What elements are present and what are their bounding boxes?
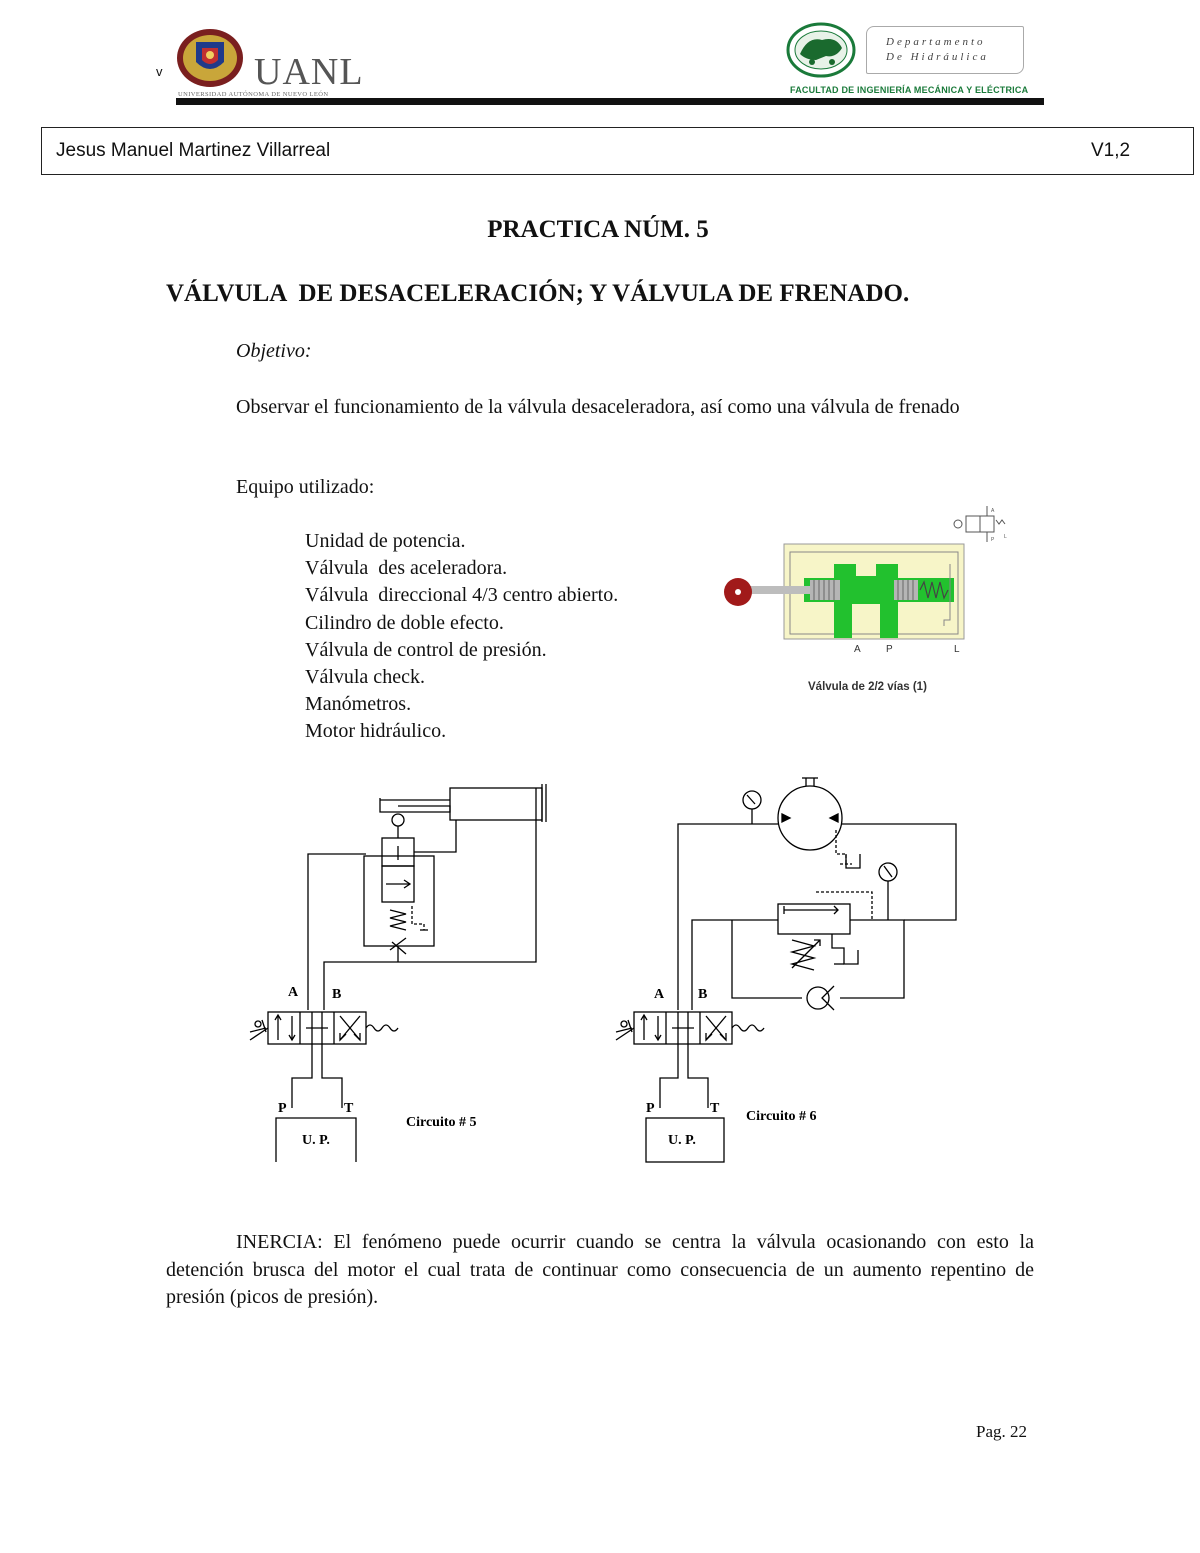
c5-port-a: A: [288, 985, 299, 1000]
c5-unit: U. P.: [302, 1133, 330, 1148]
practica-title: PRACTICA NÚM. 5: [487, 216, 709, 243]
page-number: Pag. 22: [976, 1422, 1027, 1441]
equipment-label: Equipo utilizado:: [236, 476, 375, 498]
c6-port-t: T: [710, 1101, 720, 1116]
symbol-port-p: P: [991, 537, 995, 543]
author-name: Jesus Manuel Martinez Villarreal: [56, 140, 331, 161]
c6-port-p: P: [646, 1101, 655, 1116]
valve-symbol-icon: [954, 506, 1007, 543]
list-item: Motor hidráulico.: [305, 720, 447, 743]
list-item: Manómetros.: [305, 693, 412, 716]
valve-cutaway-figure: [718, 502, 1028, 702]
uanl-subtitle: UNIVERSIDAD AUTÓNOMA DE NUEVO LEÓN: [178, 91, 329, 98]
version-label: V1,2: [1091, 140, 1131, 161]
fime-logo: [786, 22, 856, 78]
c5-label: Circuito # 5: [406, 1115, 477, 1130]
dept-box: [866, 26, 1024, 74]
c5-port-b: B: [332, 987, 342, 1002]
valve-figure-caption: Válvula de 2/2 vías (1): [808, 681, 927, 693]
uanl-seal-logo: [176, 28, 244, 88]
practica-subtitle: VÁLVULA DE DESACELERACIÓN; Y VÁLVULA DE FRENADO.: [166, 280, 910, 307]
symbol-port-l: L: [1004, 534, 1007, 540]
list-item: Válvula check.: [305, 666, 425, 689]
faculty-name: FACULTAD DE INGENIERÍA MECÁNICA Y ELÉCTRICA: [790, 85, 1029, 95]
header-rule: [176, 98, 1044, 105]
objective-label: Objetivo:: [236, 340, 312, 362]
symbol-port-a: A: [991, 508, 995, 514]
circuit-6-diagram: [608, 770, 978, 1170]
uanl-wordmark: UANL: [254, 51, 364, 93]
c6-port-b: B: [698, 987, 708, 1002]
c6-unit: U. P.: [668, 1133, 696, 1148]
list-item: Válvula des aceleradora.: [305, 557, 508, 580]
equipment-list: [305, 528, 618, 746]
c5-port-t: T: [344, 1101, 354, 1116]
port-label-l: L: [954, 644, 960, 655]
dept-line2: De Hidráulica: [886, 51, 989, 63]
list-item: Unidad de potencia.: [305, 530, 466, 552]
header-mark: v: [156, 64, 163, 79]
list-item: Válvula direccional 4/3 centro abierto.: [305, 584, 619, 607]
dept-line1: Departamento: [886, 36, 986, 48]
c6-port-a: A: [654, 987, 665, 1002]
list-item: Válvula de control de presión.: [305, 638, 547, 661]
c6-label: Circuito # 6: [746, 1109, 817, 1124]
inercia-paragraph: INERCIA: El fenómeno puede ocurrir cuando se centra la válvula ocasionando con esto la detención brusca del motor el cual trata de continuar como consecuencia de un aumento repentino de presión (picos de presión).: [166, 1231, 1034, 1308]
objective-text: Observar el funcionamiento de la válvula desaceleradora, así como una válvula de frenado: [236, 396, 960, 418]
port-label-a: A: [854, 644, 861, 655]
list-item: Cilindro de doble efecto.: [305, 611, 504, 634]
port-label-p: P: [886, 644, 893, 655]
c5-port-p: P: [278, 1101, 287, 1116]
circuit-5-diagram: [240, 770, 560, 1170]
